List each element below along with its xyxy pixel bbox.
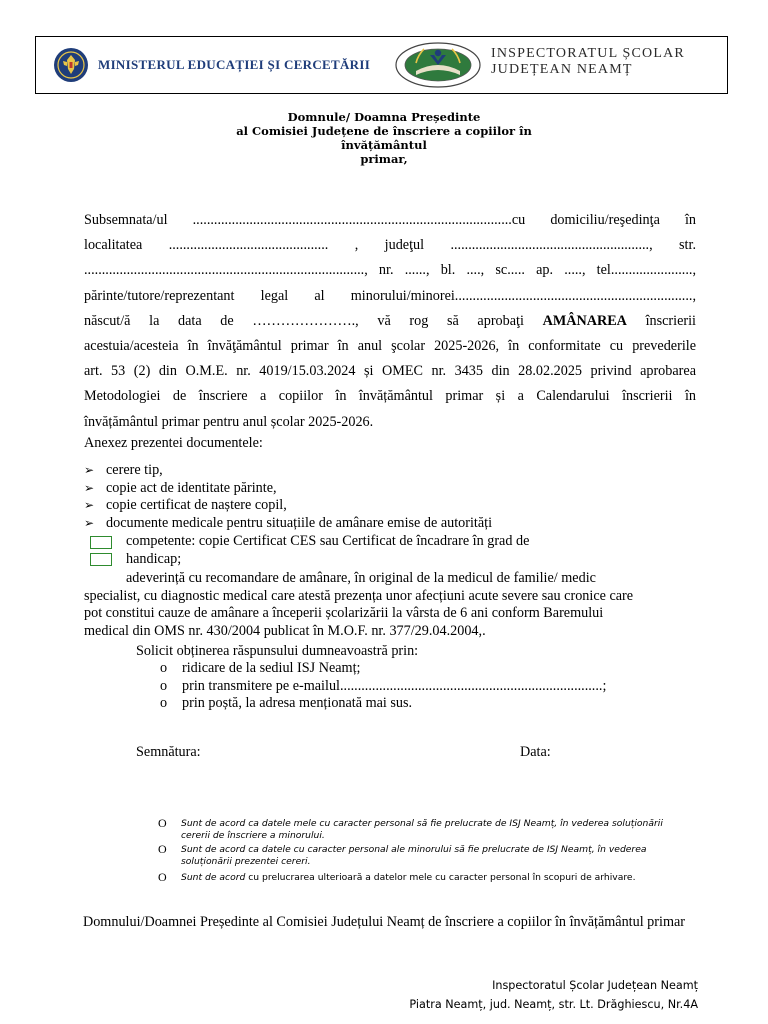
paragraph-line: ..............................................................................., nr. ......, bl. ...., sc..... ap. ....., tel......................., <box>84 262 696 279</box>
option-text: prin poștă, la adresa menționată mai sus. <box>182 695 413 712</box>
address-line-1: Inspectoratul Școlar Județean Neamț <box>492 979 698 992</box>
isj-logo-icon <box>394 41 482 89</box>
title-line-2: al Comisiei Județene de înscriere a copiilor în <box>236 124 532 138</box>
consent-text: Sunt de acord ca datele cu caracter personal ale minorului să fie prelucrate de ISJ Neamț, în vederea <box>181 844 647 855</box>
consent-marker: O <box>158 842 167 856</box>
list-item-text: cerere tip, <box>106 462 163 478</box>
checkbox-handicap[interactable] <box>90 553 112 566</box>
arrow-bullet-icon: ➢ <box>84 498 95 513</box>
checkbox-ces[interactable] <box>90 536 112 549</box>
arrow-bullet-icon: ➢ <box>84 515 95 530</box>
list-item <box>84 480 492 498</box>
circle-bullet-icon: o <box>160 660 168 676</box>
paragraph-line: pot constitui cauze de amânare a începerii școlarizării la vârsta de 6 ani conform Baremului <box>84 605 604 622</box>
consent-item <box>158 844 698 868</box>
list-item-text: documente medicale pentru situațiile de amânare emise de autorități <box>106 514 493 531</box>
date-label: Data: <box>520 744 551 760</box>
paragraph-line: specialist, cu diagnostic medical care atestă prezența unor afecțiuni acute severe sau cronice care <box>84 587 634 604</box>
consent-marker: O <box>158 870 167 884</box>
document-list <box>84 462 492 532</box>
title-line-4: primar, <box>360 152 408 166</box>
ministry-name: MINISTERUL EDUCAȚIEI ȘI CERCETĂRII <box>98 57 371 72</box>
isj-name-line2: JUDEȚEAN NEAMȚ <box>491 62 633 77</box>
circle-bullet-icon: o <box>160 695 168 712</box>
medical-certificate-paragraph <box>84 570 684 640</box>
isj-name <box>491 46 685 78</box>
arrow-bullet-icon: ➢ <box>84 463 95 477</box>
checkbox-line-1: competente: copie Certificat CES sau Certificat de încadrare în grad de <box>126 533 530 549</box>
signature-label: Semnătura: <box>136 744 201 760</box>
consent-rest: cu prelucrarea ulterioară a datelor mele cu caracter personal în scopuri de arhivare. <box>245 872 636 883</box>
consent-marker: O <box>158 816 167 830</box>
title-line-1: Domnule/ Doamna Președinte <box>287 110 481 124</box>
title-line-3: învățământul <box>341 138 427 152</box>
list-item <box>84 497 492 515</box>
circle-bullet-icon: o <box>160 677 168 694</box>
checkbox-line-2: handicap; <box>126 551 182 567</box>
consent-item <box>158 872 698 884</box>
response-method-heading: Solicit obținerea răspunsului dumneavoastră prin: <box>136 643 419 659</box>
paragraph-line: art. 53 (2) din O.M.E. nr. 4019/15.03.2024 și OMEC nr. 3435 din 28.02.2025 privind aprobarea <box>84 363 696 380</box>
addressee-title <box>200 110 568 166</box>
romania-coat-of-arms-icon <box>53 47 89 83</box>
consent-text: soluționării prezentei cereri. <box>181 856 311 867</box>
consent-item <box>158 818 698 842</box>
annex-heading: Anexez prezentei documentele: <box>84 435 263 451</box>
paragraph-line: acestuia/acesteia în învăţământul primar în anul şcolar 2025-2026, în conformitate cu prevederile <box>84 337 696 354</box>
inscrierii-word: înscrierii <box>645 312 696 329</box>
paragraph-line: localitatea ............................................. , judeţul ........................................................, str. <box>84 237 696 254</box>
isj-name-line1: INSPECTORATUL ȘCOLAR <box>491 46 685 61</box>
consent-text: cererii de înscriere a minorului. <box>181 830 325 841</box>
response-option <box>160 695 606 713</box>
response-option <box>160 678 606 696</box>
consent-text: Sunt de acord ca datele mele cu caracter personal să fie prelucrate de ISJ Neamț, în vederea soluționării <box>181 818 663 829</box>
paragraph-line: Metodologiei de înscriere a copiilor în învățământul primar și a Calendarului înscrierii în <box>84 388 696 405</box>
option-text: ridicare de la sediul ISJ Neamț; <box>182 660 361 676</box>
paragraph-line: părinte/tutore/reprezentant legal al minorului/minorei..................................................................., <box>84 287 696 304</box>
paragraph-line: Subsemnata/ul ..........................................................................................cu domiciliu/reşedinţa în <box>84 212 696 228</box>
consent-italic: Sunt de acord <box>181 872 246 883</box>
letterhead <box>35 36 728 94</box>
address-line-2: Piatra Neamț, jud. Neamț, str. Lt. Drăghiescu, Nr.4A <box>409 998 698 1011</box>
option-text: prin transmitere pe e-mailul..........................................................................; <box>182 677 607 694</box>
request-paragraph <box>84 208 696 435</box>
list-item-text: copie act de identitate părinte, <box>106 479 277 496</box>
paragraph-last-line: învățământul primar pentru anul școlar 2025-2026. <box>84 413 374 430</box>
addressee-footer: Domnului/Doamnei Președinte al Comisiei Județului Neamț de înscriere a copiilor în învățământul primar <box>82 914 686 930</box>
amanarea-keyword: AMÂNAREA <box>542 312 627 329</box>
arrow-bullet-icon: ➢ <box>84 480 95 495</box>
consent-text <box>181 872 698 884</box>
paragraph-line: medical din OMS nr. 430/2004 publicat în M.O.F. nr. 377/29.04.2004,. <box>84 622 486 639</box>
list-item <box>84 462 492 480</box>
paragraph-line: adeverință cu recomandare de amânare, în original de la medicul de familie/ medic <box>126 570 596 586</box>
response-option <box>160 660 606 678</box>
paragraph-line <box>84 309 696 334</box>
list-item <box>84 515 492 533</box>
institution-address <box>409 976 698 1014</box>
response-options <box>160 660 606 713</box>
list-item-text: copie certificat de naștere copil, <box>106 497 287 514</box>
birth-date-line: născut/ă la data de …………………., vă rog să aprobaţi <box>84 312 524 329</box>
